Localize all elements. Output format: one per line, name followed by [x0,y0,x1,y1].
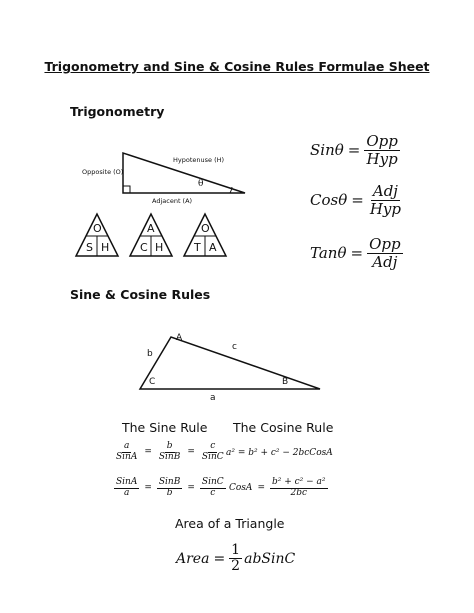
area-formula: Area = $\frac{1}{2}$ abSinC [176,542,296,575]
tan-lhs: Tanθ [310,244,347,262]
sine-rule-2-den-c: c [210,487,216,498]
toa-right-letter: A [209,241,217,254]
cos-denominator: Hyp [369,199,401,218]
cos-lhs: Cosθ [310,191,348,209]
tan-numerator: Opp [369,235,401,253]
sine-rule-1-num-b: b [166,441,173,451]
cosine-rule-heading: The Cosine Rule [233,420,334,435]
toa-top-letter: O [201,222,210,235]
cah-top-letter: A [147,222,155,235]
hypotenuse-label: Hypotenuse (H) [173,156,225,164]
toa-triangle [184,214,226,256]
sine-rule-heading: The Sine Rule [122,420,208,435]
cah-left-letter: C [140,241,148,254]
vertex-c-label: C [149,377,156,387]
tan-formula: Tanθ = $\frac{\text{Opp}}{\text{Adj}}$ [310,235,401,271]
vertex-b-label: B [282,377,289,387]
soh-top-letter: O [93,222,102,235]
theta-label: θ [198,179,204,189]
sine-rule-1-den-b: SinB [158,451,181,462]
sine-rule-formula-1: $\frac{a}{\text{SinA}}$ = $\frac{b}{\text{SinB}}$ = $\frac{c}{\text{SinC}}$ [116,441,224,462]
sine-rule-1-den-a: SinA [116,451,138,462]
triangle-abc-diagram [130,328,330,398]
cosine-rule-formula-2: CosA = $\frac{\text{b² + c² − a²}}{2bc}$ [229,477,326,498]
side-b-label: b [147,349,153,359]
sine-rule-2-num-b: SinB [158,477,181,487]
sine-rule-1-den-c: SinC [201,451,224,462]
cosine-rule-2-num: b² + c² − a² [271,477,326,487]
sine-rule-2-den-b: b [166,487,173,498]
soh-cah-toa-triangles [74,212,234,262]
tan-denominator: Adj [372,252,398,271]
sin-numerator: Opp [366,132,398,150]
sin-formula: Sinθ = $\frac{\text{Opp}}{\text{Hyp}}$ [310,132,398,168]
soh-left-letter: S [86,241,93,254]
sine-rule-2-den-a: a [123,487,130,498]
adjacent-label: Adjacent (A) [152,197,193,205]
area-rest: abSinC [244,550,296,567]
vertex-a-label: A [176,333,183,343]
trigonometry-heading: Trigonometry [70,104,165,119]
area-heading: Area of a Triangle [175,516,285,531]
cos-formula: Cosθ = $\frac{\text{Adj}}{\text{Hyp}}$ [310,182,401,218]
cosine-rule-formula-1: a² = b² + c² − 2bcCosA [226,448,333,458]
area-lhs: Area [176,550,210,567]
sine-rule-2-num-c: SinC [201,477,224,487]
cosine-rule-2-lhs: CosA [229,483,253,494]
sine-rule-formula-2: $\frac{\text{SinA}}{a}$ = $\frac{\text{SinB}}{b}$ = $\frac{\text{SinC}}{c}$ [116,477,224,498]
sine-rule-2-num-a: SinA [116,477,138,487]
sin-lhs: Sinθ [310,141,344,159]
page-title: Trigonometry and Sine & Cosine Rules Formulae Sheet [44,59,430,74]
sine-cosine-heading: Sine & Cosine Rules [70,287,211,302]
triangle-abc-shape [140,337,320,389]
sine-rule-1-num-a: a [123,441,130,451]
soh-right-letter: H [101,241,110,254]
right-angle-marker [123,186,130,193]
area-denominator: 2 [231,558,241,575]
cah-right-letter: H [155,241,164,254]
sin-denominator: Hyp [366,149,398,168]
cos-numerator: Adj [372,182,398,200]
toa-left-letter: T [194,241,201,254]
side-a-label: a [210,393,216,403]
side-c-label: c [232,342,237,352]
soh-triangle [76,214,118,256]
sine-rule-1-num-c: c [210,441,216,451]
cosine-rule-2-den: 2bc [290,487,308,498]
area-numerator: 1 [231,542,241,558]
cah-triangle [130,214,172,256]
opposite-label: Opposite (O) [82,168,124,176]
